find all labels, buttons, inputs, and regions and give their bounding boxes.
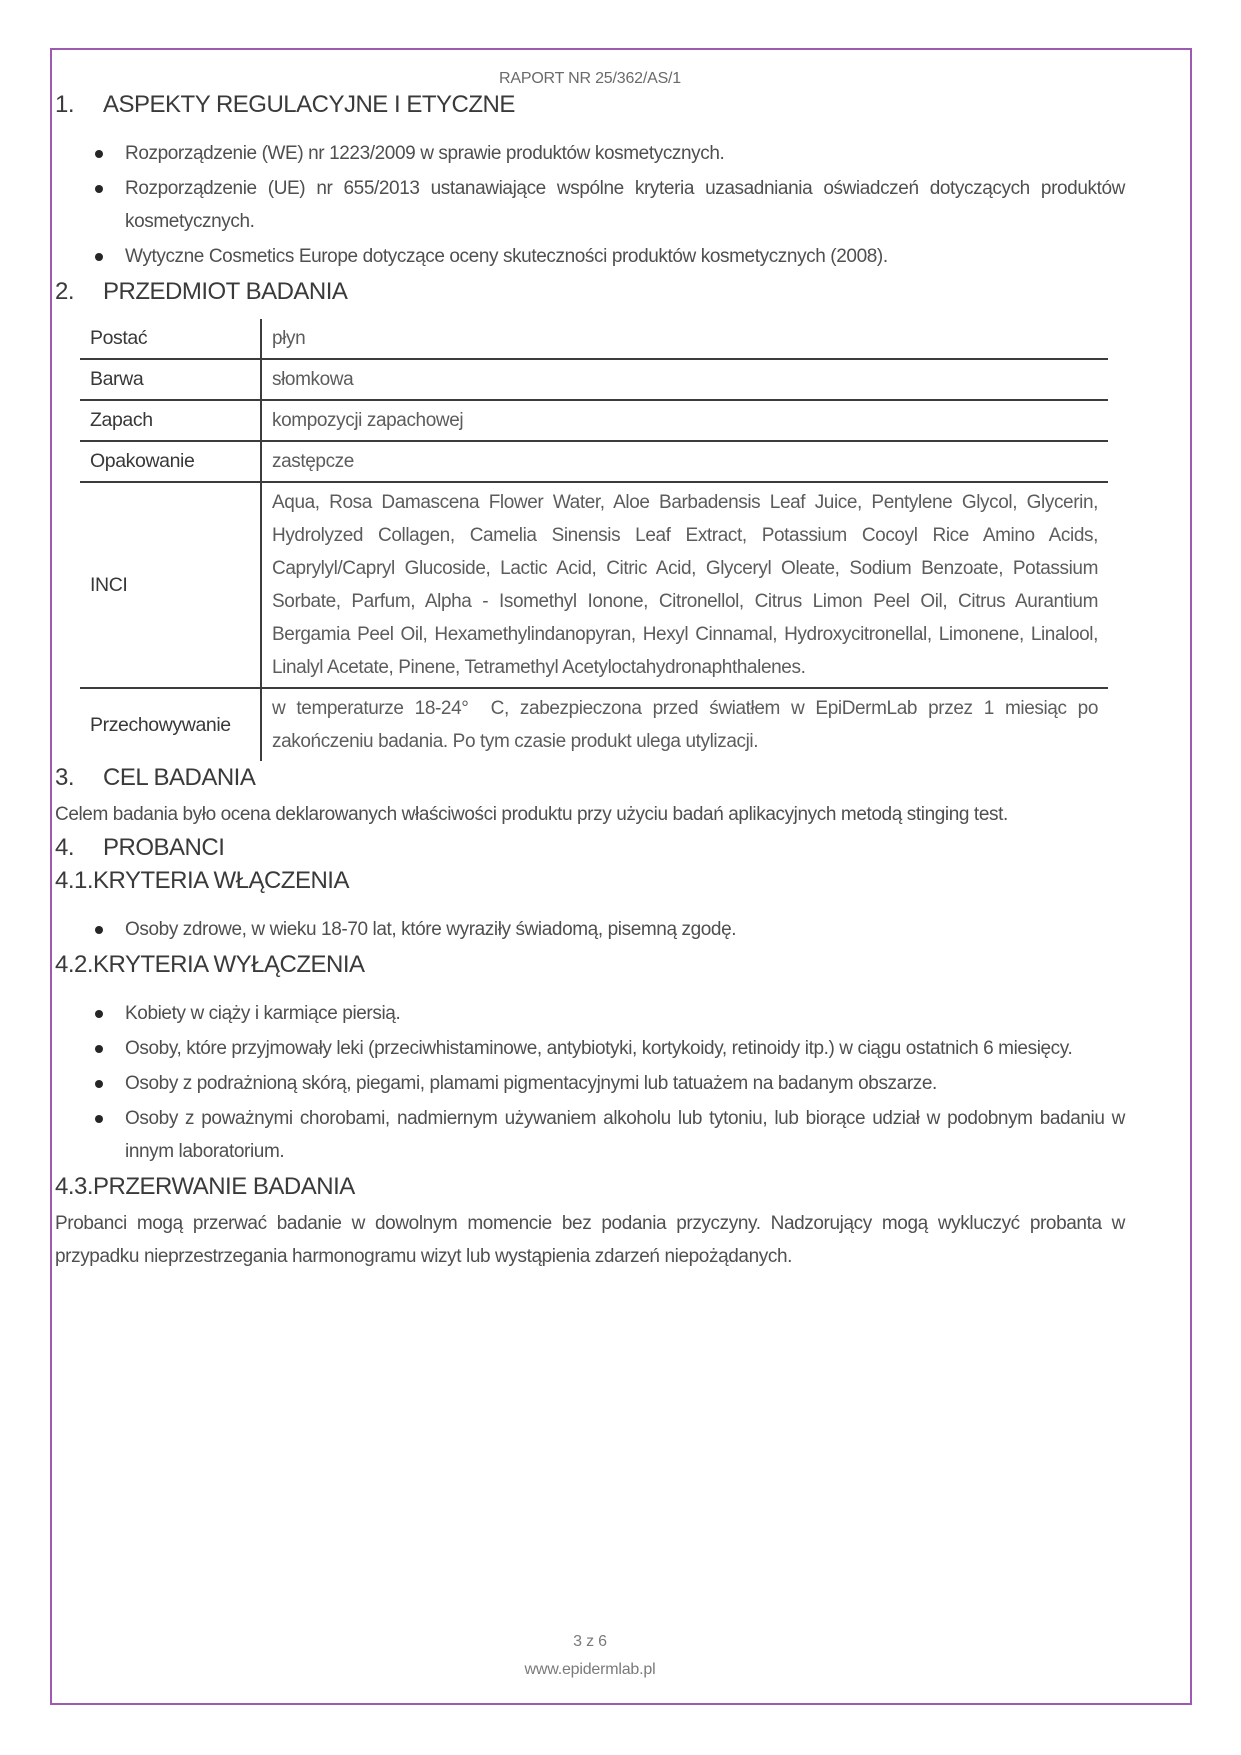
section-title: KRYTERIA WYŁĄCZENIA xyxy=(93,951,365,978)
list-item xyxy=(55,1032,1125,1065)
section-number: 3. xyxy=(55,764,75,791)
table-row xyxy=(80,400,1108,441)
table-row xyxy=(80,319,1108,359)
subject-table xyxy=(80,319,1108,761)
page-number: 3 z 6 xyxy=(573,1633,607,1650)
bullet-dot-icon xyxy=(95,1115,103,1123)
section-number: 4.3. xyxy=(55,1173,94,1200)
list-item-text: Rozporządzenie (UE) nr 655/2013 ustanawiające wspólne kryteria uzasadniania oświadczeń dotyczących produktów kosmetycznych. xyxy=(125,178,1125,232)
page-content xyxy=(55,70,1125,1273)
list-item xyxy=(55,913,1125,946)
bullet-dot-icon xyxy=(95,253,103,261)
list-item-text: Osoby zdrowe, w wieku 18-70 lat, które wyraziły świadomą, pisemną zgodę. xyxy=(125,919,737,940)
list-item-text: Osoby, które przyjmowały leki (przeciwhistaminowe, antybiotyki, kortykoidy, retinoidy itp.) w ciągu ostatnich 6 miesięcy. xyxy=(125,1038,1073,1059)
section-number: 4. xyxy=(55,834,75,861)
goal-paragraph: Celem badania było ocena deklarowanych właściwości produktu przy użyciu badań aplikacyjnych metodą stinging test. xyxy=(55,804,1008,825)
list-item xyxy=(55,1067,1125,1100)
section-number: 4.2. xyxy=(55,951,94,978)
row-value: w temperaturze 18-24° C, zabezpieczona przed światłem w EpiDermLab przez 1 miesiąc po zakończeniu badania. Po tym czasie produkt ulega utylizacji. xyxy=(272,698,1098,752)
row-value: zastępcze xyxy=(261,441,1108,482)
list-item-text: Rozporządzenie (WE) nr 1223/2009 w sprawie produktów kosmetycznych. xyxy=(125,143,725,164)
table-row xyxy=(80,359,1108,400)
list-item xyxy=(55,137,1125,170)
section-termination-heading xyxy=(55,1170,1125,1203)
table-row xyxy=(80,688,1108,761)
section-number: 1. xyxy=(55,91,75,118)
list-item xyxy=(55,997,1125,1030)
section-goal-heading xyxy=(55,761,1125,794)
bullet-dot-icon xyxy=(95,185,103,193)
row-label: INCI xyxy=(80,482,261,688)
section-title: PRZERWANIE BADANIA xyxy=(93,1173,355,1200)
section-number: 2. xyxy=(55,278,75,305)
regulatory-bullet-list xyxy=(55,137,1125,273)
bullet-dot-icon xyxy=(95,1080,103,1088)
page-footer xyxy=(55,1628,1125,1684)
section-title: PRZEDMIOT BADANIA xyxy=(103,278,348,305)
list-item-text: Wytyczne Cosmetics Europe dotyczące oceny skuteczności produktów kosmetycznych (2008). xyxy=(125,246,888,267)
table-row xyxy=(80,441,1108,482)
section-title: PROBANCI xyxy=(103,834,225,861)
section-exclusion-heading xyxy=(55,948,1125,981)
section-regulatory-heading xyxy=(55,88,1125,121)
bullet-dot-icon xyxy=(95,150,103,158)
bullet-dot-icon xyxy=(95,1010,103,1018)
section-title: ASPEKTY REGULACYJNE I ETYCZNE xyxy=(103,91,515,118)
list-item xyxy=(55,172,1125,238)
section-number: 4.1. xyxy=(55,867,94,894)
section-title: KRYTERIA WŁĄCZENIA xyxy=(93,867,349,894)
row-value: kompozycji zapachowej xyxy=(261,400,1108,441)
section-inclusion-heading xyxy=(55,864,1125,897)
row-label: Opakowanie xyxy=(80,441,261,482)
table-row xyxy=(80,482,1108,688)
row-value: Aqua, Rosa Damascena Flower Water, Aloe Barbadensis Leaf Juice, Pentylene Glycol, Glycerin, Hydrolyzed Collagen, Camelia Sinensis Leaf Extract, Potassium Cocoyl Rice Amino Acids, Caprylyl/Capryl Glucoside, Lactic Acid, Citric Acid, Glyceryl Oleate, Sodium Benzoate, Potassium Sorbate, Parfum, Alpha - Isomethyl Ionone, Citronellol, Citrus Limon Peel Oil, Citrus Aurantium Bergamia Peel Oil, Hexamethylindanopyran, Hexyl Cinnamal, Hydroxycitronellal, Limonene, Linalool, Linalyl Acetate, Pinene, Tetramethyl Acetyloctahydronaphthalenes. xyxy=(261,482,1108,688)
list-item xyxy=(55,240,1125,273)
exclusion-bullet-list xyxy=(55,997,1125,1168)
section-subject-heading xyxy=(55,275,1125,308)
row-label: Postać xyxy=(80,319,261,359)
bullet-dot-icon xyxy=(95,1045,103,1053)
list-item-text: Osoby z poważnymi chorobami, nadmiernym używaniem alkoholu lub tytoniu, lub biorące udział w podobnym badaniu w innym laboratorium. xyxy=(125,1108,1125,1162)
termination-paragraph: Probanci mogą przerwać badanie w dowolnym momencie bez podania przyczyny. Nadzorujący mogą wykluczyć probanta w przypadku nieprzestrzegania harmonogramu wizyt lub wystąpienia zdarzeń niepożądanych. xyxy=(55,1213,1125,1267)
section-probands-heading xyxy=(55,831,1125,864)
row-label: Barwa xyxy=(80,359,261,400)
bullet-dot-icon xyxy=(95,926,103,934)
inclusion-bullet-list xyxy=(55,913,1125,946)
list-item-text: Kobiety w ciąży i karmiące piersią. xyxy=(125,1003,401,1024)
row-label: Zapach xyxy=(80,400,261,441)
section-title: CEL BADANIA xyxy=(103,764,256,791)
list-item xyxy=(55,1102,1125,1168)
row-value: płyn xyxy=(261,319,1108,359)
row-value: słomkowa xyxy=(261,359,1108,400)
website-text: www.epidermlab.pl xyxy=(524,1661,656,1678)
row-label: Przechowywanie xyxy=(80,688,261,761)
list-item-text: Osoby z podrażnioną skórą, piegami, plamami pigmentacyjnymi lub tatuażem na badanym obszarze. xyxy=(125,1073,937,1094)
report-number: RAPORT NR 25/362/AS/1 xyxy=(499,70,681,87)
